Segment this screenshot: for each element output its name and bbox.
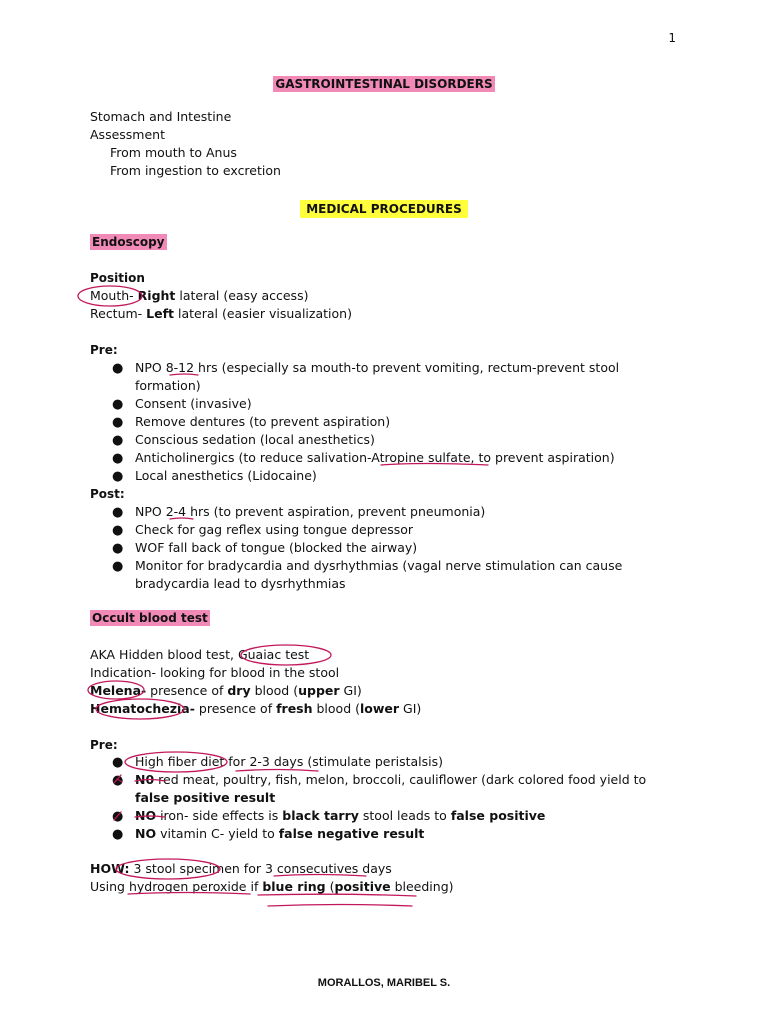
occult-pre-item: ● High fiber diet for 2-3 days (stimulate peristalsis) <box>112 754 444 770</box>
position-mouth: Mouth- Right lateral (easy access) <box>90 288 309 303</box>
endoscopy-pre-item: ● Anticholinergics (to reduce salivation-Atropine sulfate, to prevent aspiration) <box>112 450 615 466</box>
occult-heading: Occult blood test <box>92 611 208 625</box>
occult-pre-label: Pre: <box>90 738 118 752</box>
occult-hematochezia: Hematochezia- presence of fresh blood (lower GI) <box>90 701 422 716</box>
intro-line-1: Stomach and Intestine <box>90 109 232 124</box>
page-title-row <box>0 73 768 92</box>
endoscopy-pre-item: ● Conscious sedation (local anesthetics) <box>112 432 375 448</box>
position-rectum: Rectum- Left lateral (easier visualization) <box>90 306 352 321</box>
endoscopy-pre-item: ● NPO 8-12 hrs (especially sa mouth-to prevent vomiting, rectum-prevent stool <box>112 360 620 376</box>
section-title: MEDICAL PROCEDURES <box>300 200 468 218</box>
endoscopy-post-item: ● Monitor for bradycardia and dysrhythmias (vagal nerve stimulation can cause <box>112 558 623 574</box>
intro-sub-1: From mouth to Anus <box>110 145 237 160</box>
endoscopy-post-item: ● Check for gag reflex using tongue depressor <box>112 522 414 538</box>
occult-indication: Indication- looking for blood in the stool <box>90 665 340 680</box>
endoscopy-pre-item: ● Remove dentures (to prevent aspiration) <box>112 414 391 430</box>
occult-melena: Melena- presence of dry blood (upper GI) <box>90 683 362 698</box>
ink-underline <box>268 905 412 907</box>
endoscopy-pre-label: Pre: <box>90 343 118 357</box>
endoscopy-post-item-cont: bradycardia lead to dysrhythmias <box>135 576 346 591</box>
occult-pre-item: ● NO iron- side effects is black tarry stool leads to false positive <box>112 808 546 824</box>
endoscopy-post-item: ● WOF fall back of tongue (blocked the airway) <box>112 540 418 556</box>
occult-pre-item: ● NO vitamin C- yield to false negative result <box>112 826 425 842</box>
endoscopy-heading: Endoscopy <box>92 235 165 249</box>
intro-line-2: Assessment <box>90 127 165 142</box>
endoscopy-pre-item: ● Consent (invasive) <box>112 396 252 412</box>
page-number: 1 <box>668 31 676 45</box>
position-label: Position <box>90 271 145 285</box>
section-title-row <box>0 198 768 217</box>
occult-pre-item-cont: false positive result <box>135 790 276 805</box>
occult-using: Using hydrogen peroxide if blue ring (positive bleeding) <box>90 879 454 894</box>
page-title: GASTROINTESTINAL DISORDERS <box>275 77 493 91</box>
intro-sub-2: From ingestion to excretion <box>110 163 281 178</box>
endoscopy-pre-item-cont: formation) <box>135 378 201 393</box>
occult-aka: AKA Hidden blood test, Guaiac test <box>90 647 310 662</box>
endoscopy-pre-item: ● Local anesthetics (Lidocaine) <box>112 468 317 484</box>
footer-author: MORALLOS, MARIBEL S. <box>317 977 451 989</box>
endoscopy-post-item: ● NPO 2-4 hrs (to prevent aspiration, prevent pneumonia) <box>112 504 486 520</box>
occult-pre-item: ● N0 red meat, poultry, fish, melon, broccoli, cauliflower (dark colored food yield to <box>112 772 647 788</box>
occult-how: HOW: 3 stool specimen for 3 consecutives days <box>90 861 392 876</box>
endoscopy-post-label: Post: <box>90 487 125 501</box>
